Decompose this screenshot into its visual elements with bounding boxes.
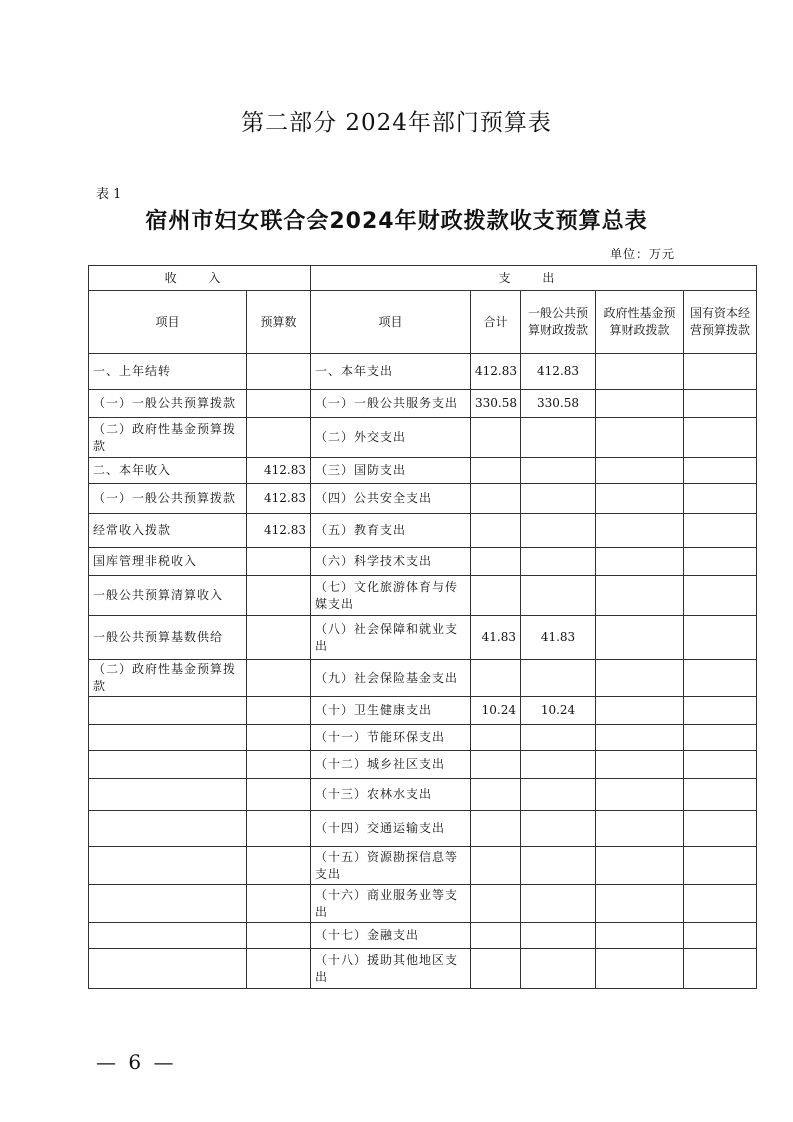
gov-fund-cell (596, 885, 684, 923)
exp-item-cell: （三）国防支出 (311, 458, 471, 484)
budget-table (88, 265, 757, 989)
general-cell: 41.83 (521, 616, 596, 660)
general-cell (521, 548, 596, 576)
exp-item-cell: （十）卫生健康支出 (311, 697, 471, 725)
state-capital-cell (684, 779, 757, 811)
total-cell (471, 811, 521, 847)
income-header: 收 入 (89, 266, 311, 291)
gov-fund-cell (596, 390, 684, 418)
general-cell: 330.58 (521, 390, 596, 418)
table-row (89, 484, 757, 514)
general-cell (521, 514, 596, 548)
total-cell (471, 885, 521, 923)
page-number: — 6 — (96, 1050, 177, 1074)
state-capital-cell (684, 949, 757, 989)
income-amount-cell (247, 885, 311, 923)
income-amount-cell (247, 576, 311, 616)
gov-fund-cell (596, 514, 684, 548)
state-capital-cell (684, 885, 757, 923)
income-item-cell (89, 885, 247, 923)
gov-fund-cell (596, 616, 684, 660)
income-item-cell (89, 847, 247, 885)
income-item-cell: （一）一般公共预算拨款 (89, 484, 247, 514)
exp-item-cell: （九）社会保险基金支出 (311, 660, 471, 697)
state-capital-cell (684, 847, 757, 885)
state-capital-cell (684, 697, 757, 725)
income-amount-cell (247, 811, 311, 847)
exp-item-cell: （二）外交支出 (311, 418, 471, 458)
state-capital-cell (684, 751, 757, 779)
exp-item-cell: （八）社会保障和就业支出 (311, 616, 471, 660)
gov-fund-cell (596, 811, 684, 847)
exp-item-cell: （十五）资源勘探信息等支出 (311, 847, 471, 885)
state-capital-cell (684, 548, 757, 576)
state-capital-cell (684, 514, 757, 548)
general-cell: 412.83 (521, 354, 596, 390)
income-item-cell (89, 725, 247, 751)
state-capital-cell (684, 923, 757, 949)
exp-item-cell: （十三）农林水支出 (311, 779, 471, 811)
exp-item-cell: （五）教育支出 (311, 514, 471, 548)
income-item-cell: 国库管理非税收入 (89, 548, 247, 576)
table-row (89, 811, 757, 847)
exp-item-cell: （十一）节能环保支出 (311, 725, 471, 751)
table-row (89, 548, 757, 576)
general-cell (521, 418, 596, 458)
state-capital-cell (684, 660, 757, 697)
general-cell (521, 885, 596, 923)
income-item-header: 项目 (89, 291, 247, 354)
total-cell (471, 949, 521, 989)
general-cell (521, 751, 596, 779)
exp-item-cell: （十六）商业服务业等支出 (311, 885, 471, 923)
budget-amount-header: 预算数 (247, 291, 311, 354)
gov-fund-cell (596, 418, 684, 458)
state-capital-cell (684, 811, 757, 847)
table-row (89, 697, 757, 725)
total-cell (471, 418, 521, 458)
exp-item-cell: （四）公共安全支出 (311, 484, 471, 514)
general-cell (521, 576, 596, 616)
header-row-1 (89, 266, 757, 291)
exp-item-cell: （一）一般公共服务支出 (311, 390, 471, 418)
gov-fund-cell (596, 779, 684, 811)
state-capital-cell (684, 458, 757, 484)
gov-fund-cell (596, 949, 684, 989)
table-row (89, 949, 757, 989)
table-row (89, 725, 757, 751)
gov-fund-cell (596, 725, 684, 751)
total-cell (471, 725, 521, 751)
exp-item-cell: （十四）交通运输支出 (311, 811, 471, 847)
gov-fund-cell (596, 484, 684, 514)
income-amount-cell: 412.83 (247, 514, 311, 548)
income-item-cell: （一）一般公共预算拨款 (89, 390, 247, 418)
total-cell (471, 458, 521, 484)
general-public-header: 一般公共预算财政拨款 (521, 291, 596, 354)
total-cell (471, 751, 521, 779)
income-item-cell (89, 811, 247, 847)
state-capital-cell (684, 616, 757, 660)
general-cell (521, 484, 596, 514)
state-capital-cell (684, 576, 757, 616)
income-item-cell: （二）政府性基金预算拨款 (89, 660, 247, 697)
main-title: 宿州市妇女联合会2024年财政拨款收支预算总表 (145, 209, 648, 234)
total-cell (471, 484, 521, 514)
exp-item-cell: 一、本年支出 (311, 354, 471, 390)
gov-fund-header: 政府性基金预算财政拨款 (596, 291, 684, 354)
gov-fund-cell (596, 548, 684, 576)
gov-fund-cell (596, 923, 684, 949)
exp-item-cell: （七）文化旅游体育与传媒支出 (311, 576, 471, 616)
gov-fund-cell (596, 660, 684, 697)
state-capital-cell (684, 390, 757, 418)
total-cell (471, 660, 521, 697)
exp-item-cell: （十八）援助其他地区支出 (311, 949, 471, 989)
income-amount-cell (247, 751, 311, 779)
gov-fund-cell (596, 576, 684, 616)
general-cell (521, 811, 596, 847)
table-row (89, 390, 757, 418)
income-amount-cell (247, 949, 311, 989)
gov-fund-cell (596, 847, 684, 885)
table-row (89, 923, 757, 949)
income-amount-cell (247, 697, 311, 725)
income-item-cell (89, 697, 247, 725)
state-capital-cell (684, 725, 757, 751)
income-item-cell (89, 949, 247, 989)
gov-fund-cell (596, 354, 684, 390)
general-cell (521, 923, 596, 949)
total-cell (471, 514, 521, 548)
income-item-cell: 一般公共预算基数供给 (89, 616, 247, 660)
total-cell (471, 576, 521, 616)
table-row (89, 458, 757, 484)
income-amount-cell (247, 418, 311, 458)
income-item-cell: 经常收入拨款 (89, 514, 247, 548)
income-amount-cell (247, 923, 311, 949)
income-item-cell: 二、本年收入 (89, 458, 247, 484)
income-item-cell (89, 923, 247, 949)
part-title: 第二部分 2024年部门预算表 (241, 110, 552, 136)
total-cell: 330.58 (471, 390, 521, 418)
income-amount-cell: 412.83 (247, 484, 311, 514)
income-amount-cell (247, 616, 311, 660)
header-row-2 (89, 291, 757, 354)
total-cell: 10.24 (471, 697, 521, 725)
exp-item-cell: （六）科学技术支出 (311, 548, 471, 576)
table-row (89, 576, 757, 616)
exp-item-header: 项目 (311, 291, 471, 354)
income-item-cell: 一般公共预算清算收入 (89, 576, 247, 616)
income-amount-cell: 412.83 (247, 458, 311, 484)
general-cell (521, 660, 596, 697)
total-cell (471, 847, 521, 885)
total-cell: 41.83 (471, 616, 521, 660)
general-cell (521, 949, 596, 989)
total-cell: 412.83 (471, 354, 521, 390)
state-capital-cell (684, 418, 757, 458)
table-row (89, 354, 757, 390)
income-item-cell (89, 779, 247, 811)
table-row (89, 418, 757, 458)
gov-fund-cell (596, 751, 684, 779)
exp-item-cell: （十二）城乡社区支出 (311, 751, 471, 779)
income-amount-cell (247, 725, 311, 751)
expenditure-header: 支 出 (311, 266, 757, 291)
total-cell (471, 548, 521, 576)
total-header: 合计 (471, 291, 521, 354)
general-cell (521, 725, 596, 751)
income-amount-cell (247, 548, 311, 576)
table-row (89, 847, 757, 885)
gov-fund-cell (596, 458, 684, 484)
table-row (89, 751, 757, 779)
income-item-cell: （二）政府性基金预算拨款 (89, 418, 247, 458)
income-item-cell: 一、上年结转 (89, 354, 247, 390)
income-item-cell (89, 751, 247, 779)
budget-table-body (89, 266, 757, 989)
gov-fund-cell (596, 697, 684, 725)
table-row (89, 616, 757, 660)
general-cell: 10.24 (521, 697, 596, 725)
table-row (89, 514, 757, 548)
unit-label: 单位：万元 (610, 247, 676, 261)
state-capital-cell (684, 354, 757, 390)
general-cell (521, 458, 596, 484)
exp-item-cell: （十七）金融支出 (311, 923, 471, 949)
income-amount-cell (247, 779, 311, 811)
income-amount-cell (247, 660, 311, 697)
income-amount-cell (247, 390, 311, 418)
income-amount-cell (247, 847, 311, 885)
state-capital-header: 国有资本经营预算拨款 (684, 291, 757, 354)
general-cell (521, 779, 596, 811)
table-row (89, 779, 757, 811)
general-cell (521, 847, 596, 885)
table-row (89, 660, 757, 697)
total-cell (471, 923, 521, 949)
table-row (89, 885, 757, 923)
state-capital-cell (684, 484, 757, 514)
table-label: 表 1 (96, 187, 122, 202)
total-cell (471, 779, 521, 811)
income-amount-cell (247, 354, 311, 390)
